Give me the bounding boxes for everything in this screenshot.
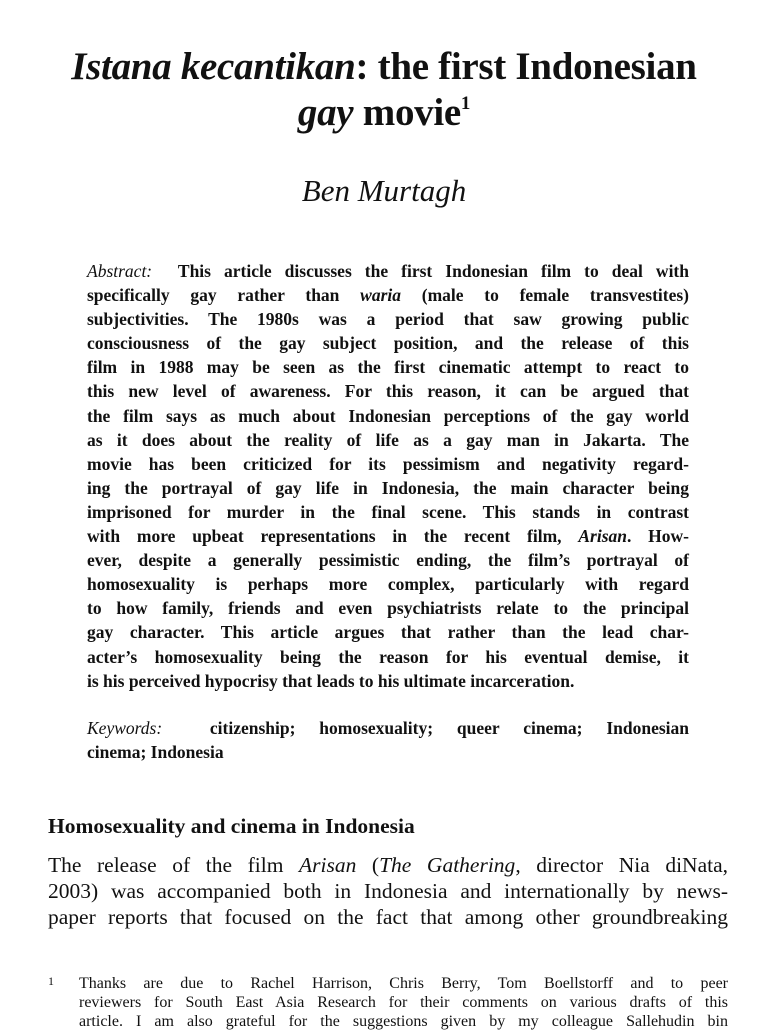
footnote-text [79,974,728,1031]
abstract-line: gay character. This article argues that rather than the lead char- [87,622,689,643]
title-line-1-rest: : the first Indonesian [355,45,697,88]
abstract-line: homosexuality is perhaps more complex, particularly with regard [87,574,689,595]
abstract-line: with more upbeat representations in the recent film, Arisan. How- [87,526,690,547]
title-footnote-mark: 1 [460,93,471,114]
title-line-2 [40,90,728,136]
abstract-line: consciousness of the gay subject position, and the release of this [87,333,689,354]
abstract-line: acter’s homosexuality being the reason for his eventual demise, it [87,646,689,667]
author-name: Ben Murtagh [301,173,467,208]
abstract-line: ing the portrayal of gay life in Indonesia, the main character being [87,477,689,498]
section-heading: Homosexuality and cinema in Indonesia [48,814,415,838]
footnote-line: article. I am also grateful for the suggestions given by my colleague Sallehudin bin [79,1013,728,1030]
footnote-line: reviewers for South East Asia Research for their comments on various drafts of this [79,994,728,1011]
keywords-line: cinema; Indonesia [87,742,224,763]
body-line: paper reports that focused on the fact that among other groundbreaking [48,905,728,929]
body-film-translation: The Gathering [379,853,516,877]
abstract-line: subjectivities. The 1980s was a period that saw growing public [87,309,689,330]
abstract-line: as it does about the reality of life as a gay man in Jakarta. The [87,429,689,450]
abstract-line: Abstract: This article discusses the first Indonesian film to deal with [87,261,689,281]
abstract-line: film in 1988 may be seen as the first cinematic attempt to react to [87,357,689,378]
title-gay-word: gay [297,91,354,134]
body-line: The release of the film Arisan (The Gathering, director Nia diNata, [48,853,728,877]
abstract-waria-term: waria [360,285,402,306]
abstract-line: the film says as much about Indonesian perceptions of the gay world [87,405,689,426]
title-line-1 [40,44,728,90]
body-film-title: Arisan [299,853,357,877]
footnote-line: Thanks are due to Rachel Harrison, Chris Berry, Tom Boellstorff and to peer [79,975,728,992]
abstract-line: specifically gay rather than waria (male to female transvestites) [87,285,689,306]
title-film-name: Istana kecantikan [71,45,356,88]
abstract-arisan-title: Arisan [578,526,627,547]
article-title [40,44,728,136]
footnote-mark: 1 [48,974,54,988]
body-paragraph [48,852,728,930]
abstract-line: imprisoned for murder in the final scene. This stands in contrast [87,501,689,522]
abstract-block [87,259,689,693]
abstract-line: is his perceived hypocrisy that leads to his ultimate incarceration. [87,670,575,691]
keywords-label: Keywords: [87,718,163,738]
abstract-line: movie has been criticized for its pessimism and negativity regard- [87,453,689,474]
abstract-label: Abstract: [87,261,153,281]
body-line: 2003) was accompanied both in Indonesia and internationally by news- [48,879,728,903]
abstract-line: ever, despite a generally pessimistic ending, the film’s portrayal of [87,550,689,571]
title-line-2-rest: movie [353,91,461,134]
abstract-line: to how family, friends and even psychiatrists relate to the principal [87,598,689,619]
keywords-block [87,716,689,764]
keywords-line: Keywords: citizenship; homosexuality; queer cinema; Indonesian [87,718,690,738]
abstract-line: this new level of awareness. For this reason, it can be argued that [87,381,689,402]
